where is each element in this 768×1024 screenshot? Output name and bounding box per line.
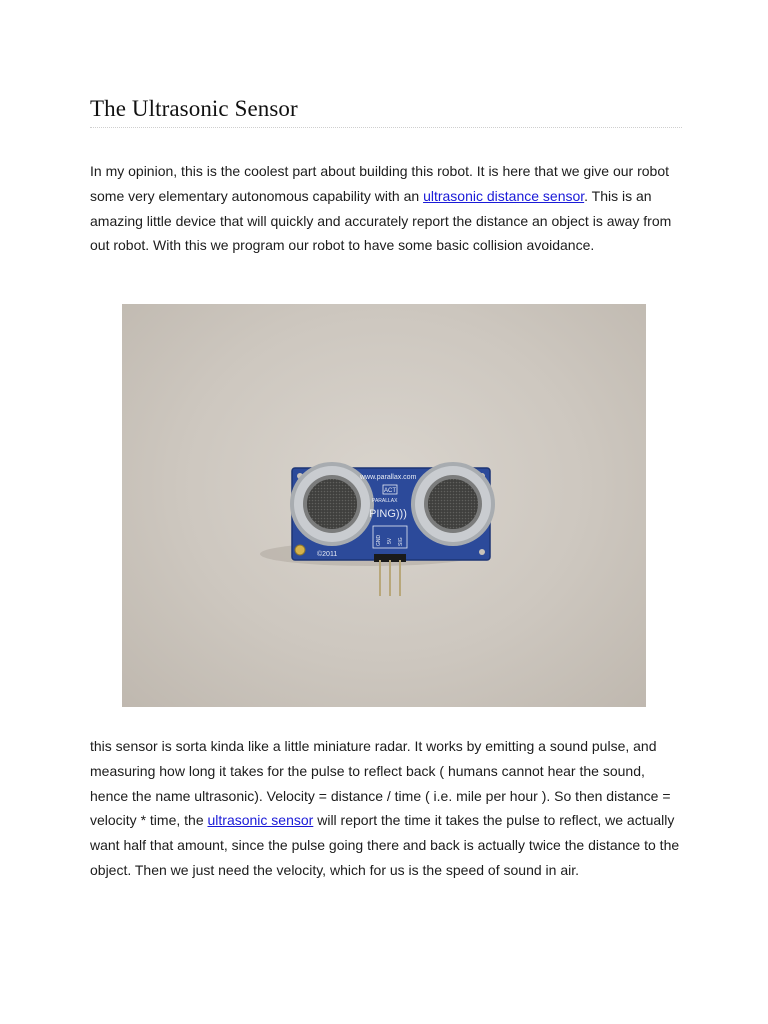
ultrasonic-distance-sensor-link[interactable]: ultrasonic distance sensor: [423, 187, 585, 204]
board-url-text: www.parallax.com: [360, 474, 417, 481]
board-brand-text: PARALLAX: [372, 498, 398, 504]
title-divider: [90, 127, 682, 128]
page-title: The Ultrasonic Sensor: [90, 96, 298, 121]
intro-paragraph: [90, 159, 685, 258]
pin-label-sig: SIG: [398, 537, 404, 546]
header-pin: [389, 560, 391, 596]
board-act-text: ACT: [384, 488, 396, 494]
sensor-photo: [122, 304, 646, 707]
header-pin: [379, 560, 381, 596]
board-year-text: ©2011: [317, 551, 338, 558]
ultrasonic-sensor-link[interactable]: ultrasonic sensor: [207, 812, 314, 829]
board-ping-text: PING))): [369, 508, 407, 520]
explanation-text-start: this sensor is sorta kinda like a little miniature radar. It works by emitting a sound pulse, and measuring how long it takes for the pulse to reflect back ( humans cannot hear the sound, hence the name ultrasonic). Velocity = distance / time ( i.e. mile per hour ). So then distance = velocity * time, the: [90, 738, 671, 829]
intro-text-start: In my opinion, this is the coolest part about building this robot. It is here that we give our robot some very elementary autonomous capability with an: [90, 163, 669, 204]
header-pin: [399, 560, 401, 596]
pin-label-5v: 5V: [387, 537, 393, 544]
explanation-paragraph: [90, 734, 685, 883]
explanation-text-end: will report the time it takes the pulse to reflect, we actually want half that amount, since the pulse going there and back is actually twice the distance to the object. Then we just need the velocity, which for us is the speed of sound in air.: [90, 812, 680, 878]
intro-text-end: . This is an amazing little device that will quickly and accurately report the distance an object is away from out robot. With this we program our robot to have some basic collision avoidance.: [90, 187, 672, 254]
pin-label-gnd: GND: [376, 534, 382, 546]
